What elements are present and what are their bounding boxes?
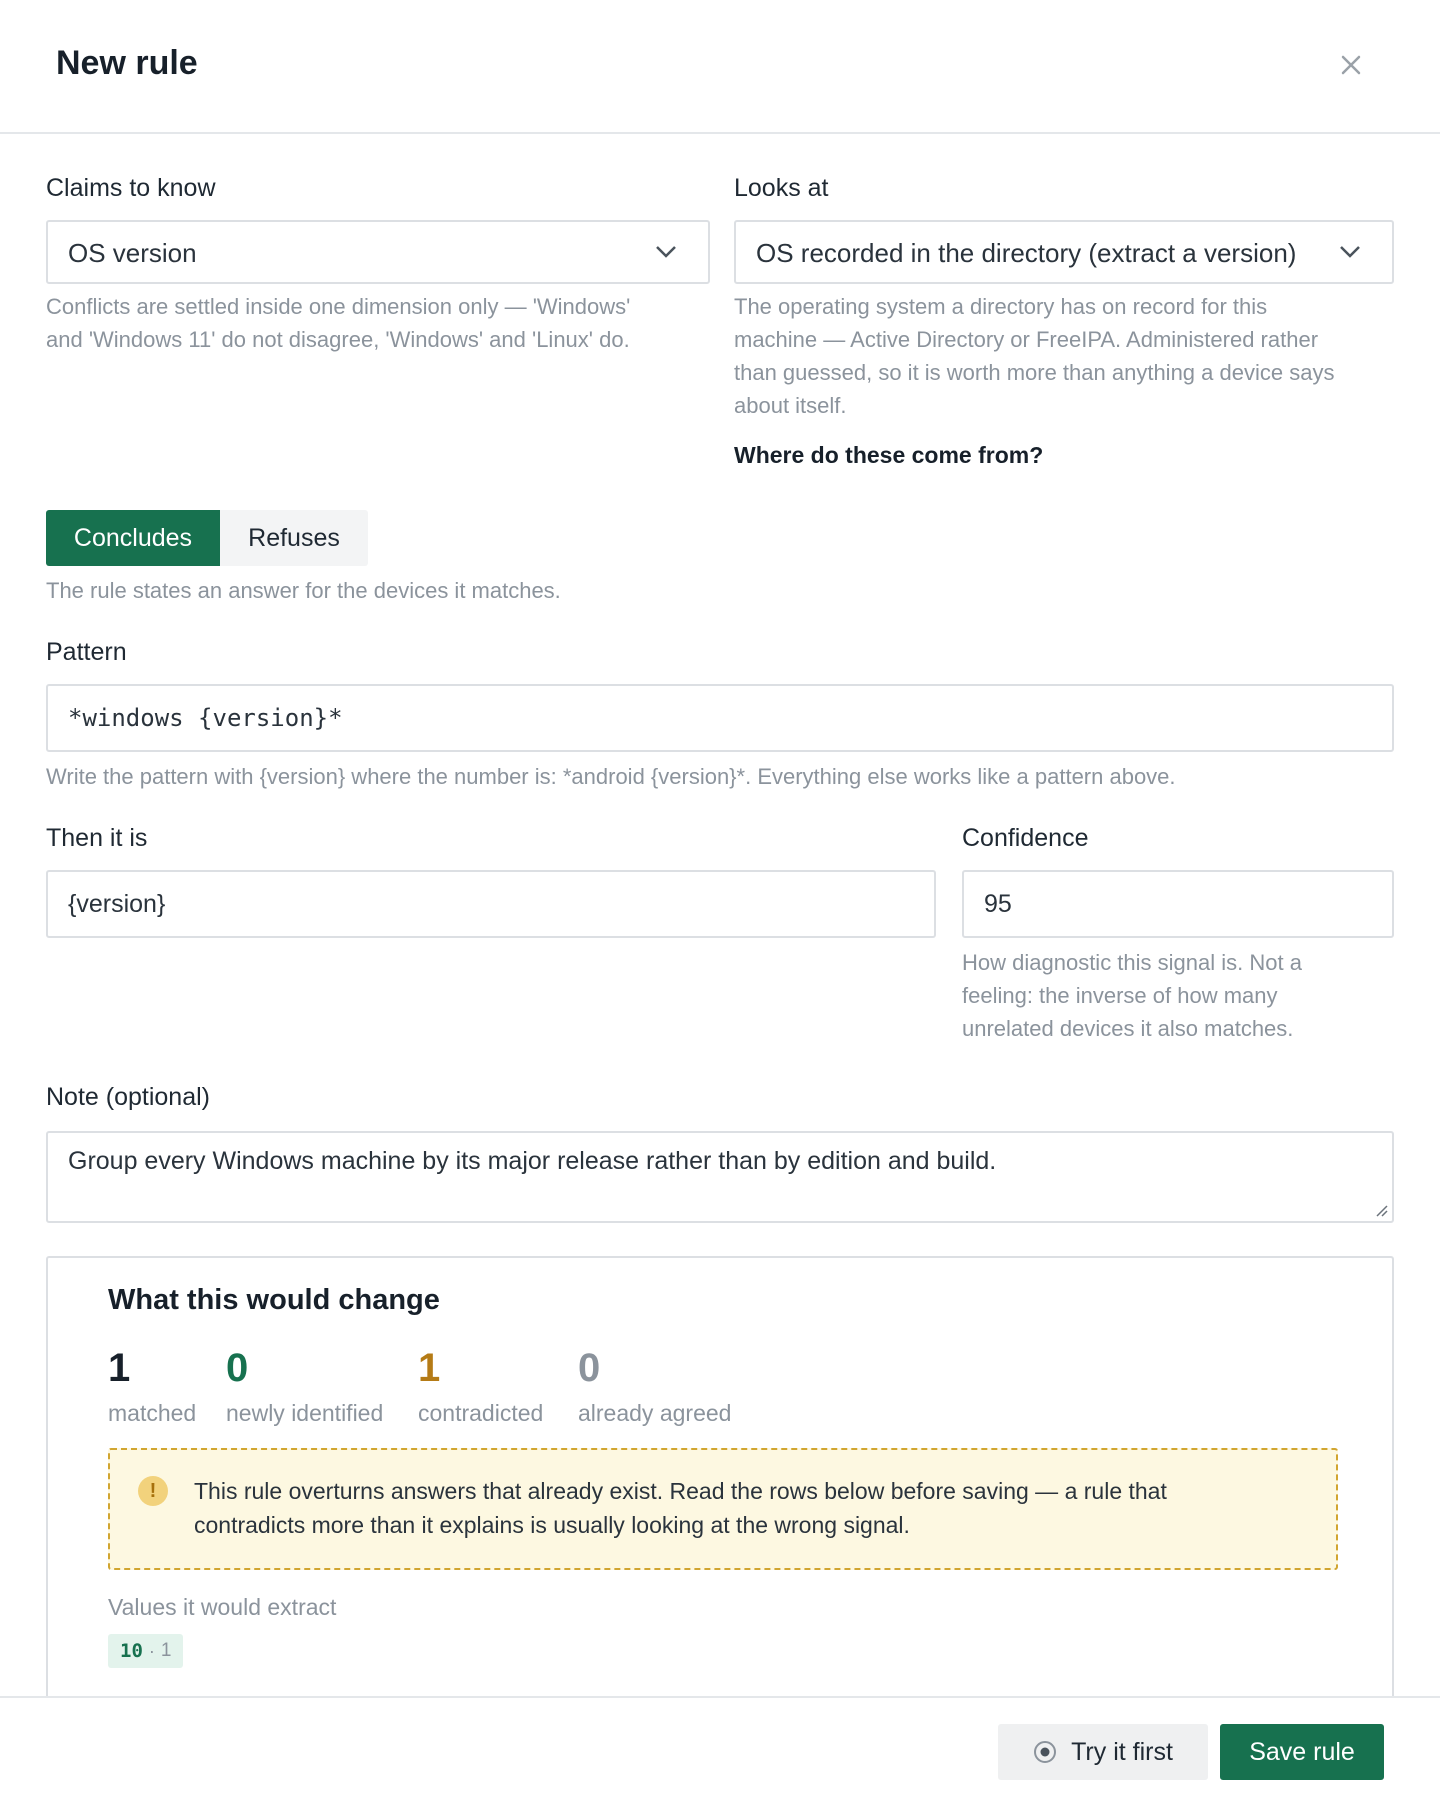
preview-eye-icon	[1033, 1740, 1057, 1764]
resize-handle-icon[interactable]	[1372, 1201, 1388, 1217]
change-preview-panel	[46, 1256, 1394, 1706]
looks-at-label: Looks at	[734, 174, 829, 202]
note-label: Note (optional)	[46, 1083, 210, 1111]
claims-help: Conflicts are settled inside one dimension only — 'Windows' and 'Windows 11' do not disagree, 'Windows' and 'Linux' do.	[46, 294, 631, 352]
stat-contradicted-label: contradicted	[418, 1400, 544, 1426]
confidence-label: Confidence	[962, 824, 1089, 852]
try-it-first-button[interactable]: Try it first	[998, 1724, 1208, 1780]
claims-select[interactable]	[46, 220, 710, 284]
confidence-input[interactable]	[962, 870, 1394, 938]
contradiction-warning	[108, 1448, 1338, 1570]
stat-matched-label: matched	[108, 1400, 197, 1426]
then-input-value: {version}	[68, 890, 166, 918]
looks-at-select[interactable]	[734, 220, 1394, 284]
dialog-footer	[0, 1696, 1440, 1800]
stat-newly-identified-label: newly identified	[226, 1400, 384, 1426]
confidence-input-value: 95	[984, 890, 1012, 918]
warning-text: This rule overturns answers that already exist. Read the rows below before saving — a rule that contradicts more than it explains is usually looking at the wrong signal.	[194, 1478, 1167, 1538]
stat-already-agreed-value: 0	[578, 1346, 601, 1390]
save-rule-button[interactable]: Save rule	[1220, 1724, 1384, 1780]
then-input[interactable]	[46, 870, 936, 938]
dialog-header	[0, 0, 1440, 134]
preview-title: What this would change	[108, 1284, 440, 1316]
stat-already-agreed-label: already agreed	[578, 1400, 732, 1426]
note-textarea-value: Group every Windows machine by its major release rather than by edition and build.	[68, 1147, 997, 1175]
pattern-input[interactable]	[46, 684, 1394, 752]
stat-matched-value: 1	[108, 1346, 131, 1390]
extracted-value-chip[interactable]: 10 · 1	[108, 1634, 183, 1668]
pattern-help: Write the pattern with {version} where the number is: *android {version}*. Everything else works like a pattern above.	[46, 764, 1176, 789]
stat-newly-identified-value: 0	[226, 1346, 249, 1390]
mode-help: The rule states an answer for the devices it matches.	[46, 578, 561, 603]
then-label: Then it is	[46, 824, 148, 852]
dialog-title: New rule	[56, 44, 198, 82]
looks-at-help: The operating system a directory has on record for this machine — Active Directory or FreeIPA. Administered rather than guessed, so it is worth more than anything a device says about itself.	[734, 294, 1335, 418]
confidence-help: How diagnostic this signal is. Not a feeling: the inverse of how many unrelated devices it also matches.	[962, 950, 1302, 1041]
mode-concludes-button[interactable]: Concludes	[46, 510, 220, 566]
warning-icon: !	[138, 1476, 168, 1506]
chevron-down-icon	[1338, 244, 1362, 260]
note-textarea[interactable]	[46, 1131, 1394, 1223]
pattern-input-value: *windows {version}*	[68, 704, 343, 732]
claims-select-value: OS version	[68, 238, 197, 268]
stat-contradicted-value: 1	[418, 1346, 441, 1390]
claims-label: Claims to know	[46, 174, 216, 202]
pattern-label: Pattern	[46, 638, 127, 666]
mode-refuses-button[interactable]: Refuses	[220, 510, 368, 566]
close-icon[interactable]	[1336, 50, 1366, 80]
sources-link[interactable]: Where do these come from?	[734, 442, 1044, 468]
looks-at-select-value: OS recorded in the directory (extract a version)	[756, 238, 1297, 268]
chevron-down-icon	[654, 244, 678, 260]
extract-values-label: Values it would extract	[108, 1594, 337, 1620]
